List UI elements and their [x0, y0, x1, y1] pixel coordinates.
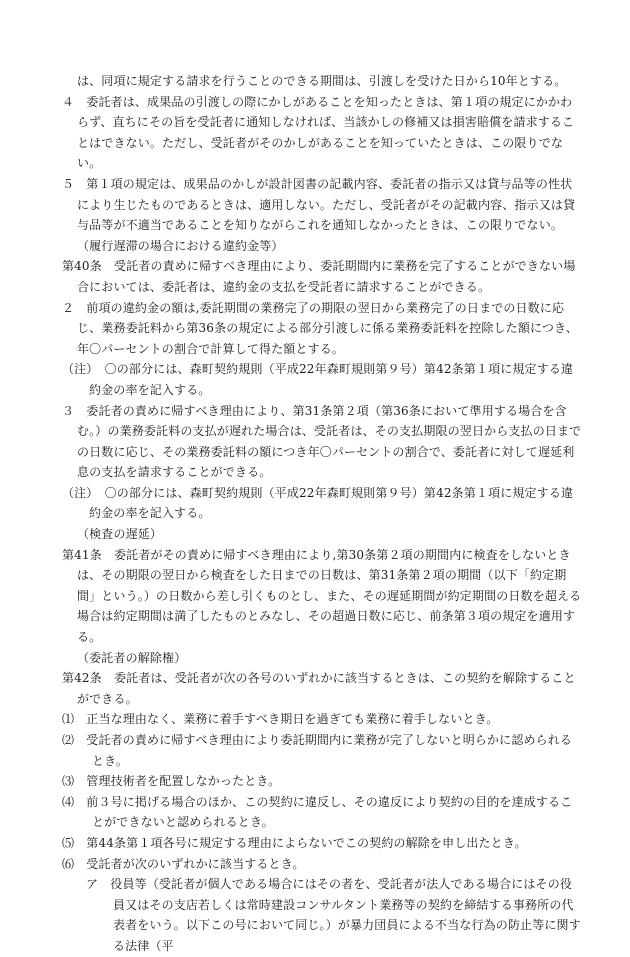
article-42-item-5: ⑸ 第44条第１項各号に規定する理由によらないでこの契約の解除を申し出たとき。	[62, 835, 527, 850]
article-heading-42: （委託者の解除権）	[77, 650, 187, 665]
article-42-item-3: ⑶ 管理技術者を配置しなかったとき。	[62, 774, 281, 789]
article-42: 第42条 委託者は、受託者が次の各号のいずれかに該当するときは、この契約を解除することができる。	[62, 671, 576, 706]
article-42-item-1: ⑴ 正当な理由なく、業務に着手すべき期日を過ぎても業務に着手しないとき。	[62, 712, 499, 727]
paragraph-continuation: は、同項に規定する請求を行うことのできる期間は、引渡しを受けた日から10年とする。	[77, 74, 567, 88]
article-42-item-4: ⑷ 前３号に掲げる場合のほか、この契約に違反し、その違反により契約の目的を達成することができないと認められるとき。	[62, 794, 573, 830]
article-42-item-6: ⑹ 受託者が次のいずれかに該当するとき。	[62, 856, 305, 871]
note-40-3: （注） 〇の部分には、森町契約規則（平成22年森町規則第９号）第42条第１項に規定する違約金の率を記入する。	[62, 485, 574, 521]
article-42-item-2: ⑵ 受託者の責めに帰すべき理由により委託期間内に業務が完了しないと明らかに認められるとき。	[62, 733, 573, 768]
article-40: 第40条 受託者の責めに帰すべき理由により、委託期間内に業務を完了することができない場合においては、委託者は、違約金の支払を受託者に請求することができる。	[62, 259, 576, 294]
paragraph-40-3: ３ 委託者の責めに帰すべき理由により、第31条第２項（第36条において準用する場合を含む。）の業務委託料の支払が遅れた場合は、受託者は、その支払期限の翌日から支払の日までの日数に応じ、その業務委託料の額につき年〇パーセントの割合で、委託者に対して遅延利息の支払を請求することができる。	[62, 403, 582, 480]
article-42-item-6-a: ア 役員等（受託者が個人である場合にはその者を、受託者が法人である場合にはその役員又はその支店若しくは常時建設コンサルタント業務等の契約を締結する事務所の代表者をいう。以下この号において同じ。）が暴力団員による不当な行為の防止等に関する法律（平	[86, 877, 581, 953]
paragraph-39-4: ４ 委託者は、成果品の引渡しの際にかしがあることを知ったときは、第１項の規定にかかわらず、直ちにその旨を受託者に通知しなければ、当該かしの修補又は損害賠償を請求することはできない。ただし、受託者がそのかしがあることを知っていたときは、この限りでない。	[62, 94, 575, 171]
paragraph-39-5: ５ 第１項の規定は、成果品のかしが設計図書の記載内容、委託者の指示又は貸与品等の性状により生じたものであるときは、適用しない。ただし、受託者がその記載内容、指示又は貸与品等が不適当であることを知りながらこれを通知しなかったときは、この限りでない。	[62, 176, 576, 233]
contract-text-body	[62, 71, 584, 957]
paragraph-40-2: ２ 前項の違約金の額は,委託期間の業務完了の期限の翌日から業務完了の日までの日数に応じ、業務委託料から第36条の規定による部分引渡しに係る業務委託料を控除した額につき、年〇パーセントの割合で計算して得た額とする。	[62, 300, 578, 356]
article-heading-41: （検査の遅延）	[77, 527, 163, 542]
article-41: 第41条 委託者がその責めに帰すべき理由により,第30条第２項の期間内に検査をしないときは、その期限の翌日から検査をした日までの日数は、第31条第２項の期間（以下「約定期間」という。）の日数から差し引くものとし、また、その遅延期間が約定期間の日数を超える場合は約定期間は満了したものとみなし、その超過日数に応じ、前条第３項の規定を適用する。	[62, 547, 582, 645]
article-heading-40: （履行遅滞の場合における違約金等）	[77, 238, 284, 253]
note-40-2: （注） 〇の部分には、森町契約規則（平成22年森町規則第９号）第42条第１項に規定する違約金の率を記入する。	[62, 362, 574, 397]
